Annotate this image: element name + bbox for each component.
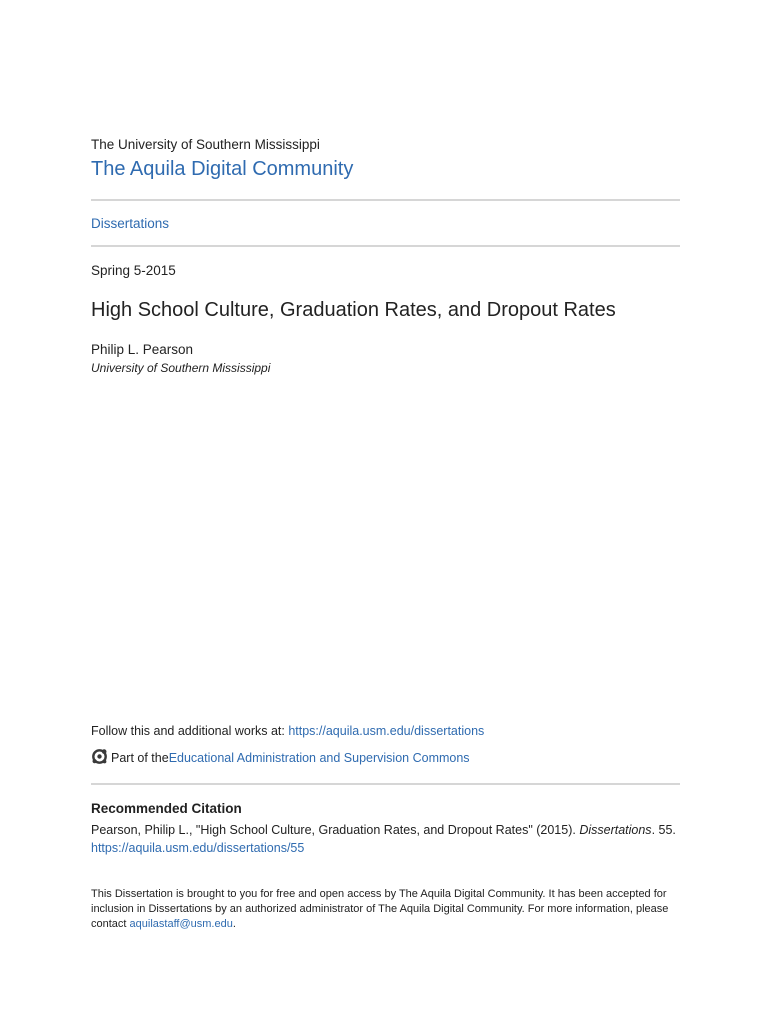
- part-of-line: [91, 749, 470, 766]
- cover-page: [91, 0, 680, 1024]
- divider: [91, 245, 680, 247]
- citation-text: [91, 821, 680, 857]
- citation-body: Pearson, Philip L., "High School Culture, Graduation Rates, and Dropout Rates" (2015).: [91, 823, 580, 837]
- citation-url-link[interactable]: https://aquila.usm.edu/dissertations/55: [91, 841, 305, 855]
- access-notice-end: .: [232, 918, 236, 930]
- follow-url-link[interactable]: https://aquila.usm.edu/dissertations: [288, 724, 485, 738]
- access-notice: [91, 887, 680, 932]
- part-of-prefix: Part of the: [111, 750, 169, 765]
- citation-number: . 55.: [651, 823, 676, 837]
- university-name: The University of Southern Mississippi: [91, 137, 320, 152]
- divider: [91, 783, 680, 785]
- commons-network-icon: [91, 748, 108, 765]
- contact-email-link[interactable]: aquilastaff@usm.edu: [129, 918, 233, 930]
- follow-line: [91, 724, 484, 738]
- follow-prefix: Follow this and additional works at:: [91, 724, 289, 738]
- community-link[interactable]: The Aquila Digital Community: [91, 158, 354, 180]
- access-notice-text: This Dissertation is brought to you for free and open access by The Aquila Digital Community. It has been accepted for inclusion in Dissertations by an authorized administrator of The Aquila Digital Community. For more information, please contact: [91, 888, 669, 930]
- author-name: Philip L. Pearson: [91, 342, 194, 357]
- author-affiliation: University of Southern Mississippi: [91, 361, 271, 375]
- divider: [91, 199, 680, 201]
- citation-series: Dissertations: [579, 823, 652, 837]
- dissertation-title: High School Culture, Graduation Rates, and Dropout Rates: [91, 299, 616, 321]
- citation-heading: Recommended Citation: [91, 801, 242, 816]
- commons-link[interactable]: Educational Administration and Supervision Commons: [168, 750, 470, 765]
- series-link[interactable]: Dissertations: [91, 216, 170, 231]
- publication-date: Spring 5-2015: [91, 263, 176, 278]
